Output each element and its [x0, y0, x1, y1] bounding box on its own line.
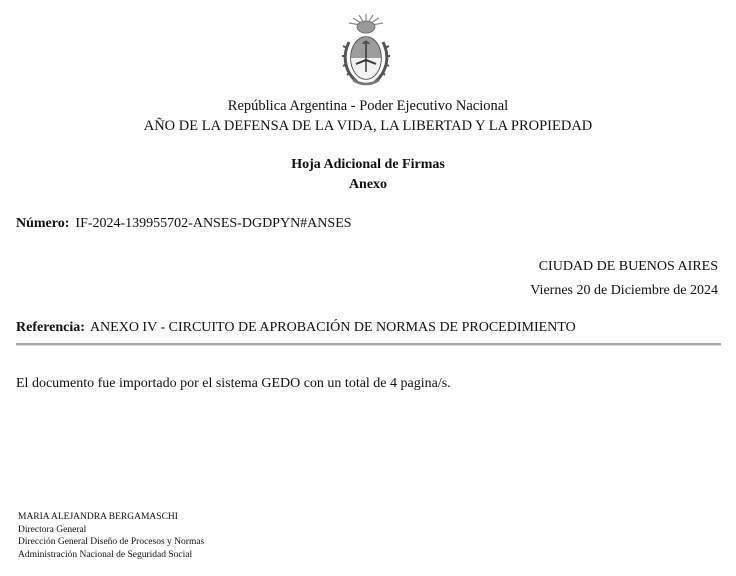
- numero-label: Número:: [16, 216, 70, 231]
- header-year-motto: AÑO DE LA DEFENSA DE LA VIDA, LA LIBERTAD Y LA PROPIEDAD: [143, 118, 593, 134]
- signature-block: [18, 511, 204, 561]
- header-government-line: República Argentina - Poder Ejecutivo Nacional: [227, 98, 509, 114]
- national-coat-of-arms-icon: [337, 12, 395, 90]
- signer-organization: Administración Nacional de Seguridad Social: [18, 549, 193, 560]
- divider: [16, 343, 721, 346]
- date: Viernes 20 de Diciembre de 2024: [530, 283, 718, 298]
- body-text: El documento fue importado por el sistema GEDO con un total de 4 pagina/s.: [16, 376, 451, 391]
- numero-value: IF-2024-139955702-ANSES-DGDPYN#ANSES: [75, 216, 352, 231]
- referencia-value: ANEXO IV - CIRCUITO DE APROBACIÓN DE NORMAS DE PROCEDIMIENTO: [89, 320, 576, 335]
- referencia-label: Referencia:: [16, 320, 85, 335]
- document-title: Hoja Adicional de Firmas: [291, 157, 445, 172]
- referencia-row: [16, 319, 576, 337]
- document-subtitle: Anexo: [348, 177, 388, 192]
- signer-name: MARIA ALEJANDRA BERGAMASCHI: [18, 512, 178, 522]
- place: CIUDAD DE BUENOS AIRES: [538, 259, 718, 274]
- numero-row: [16, 215, 352, 233]
- signer-department: Dirección General Diseño de Procesos y Normas: [18, 537, 205, 547]
- signer-role: Directora General: [18, 524, 87, 535]
